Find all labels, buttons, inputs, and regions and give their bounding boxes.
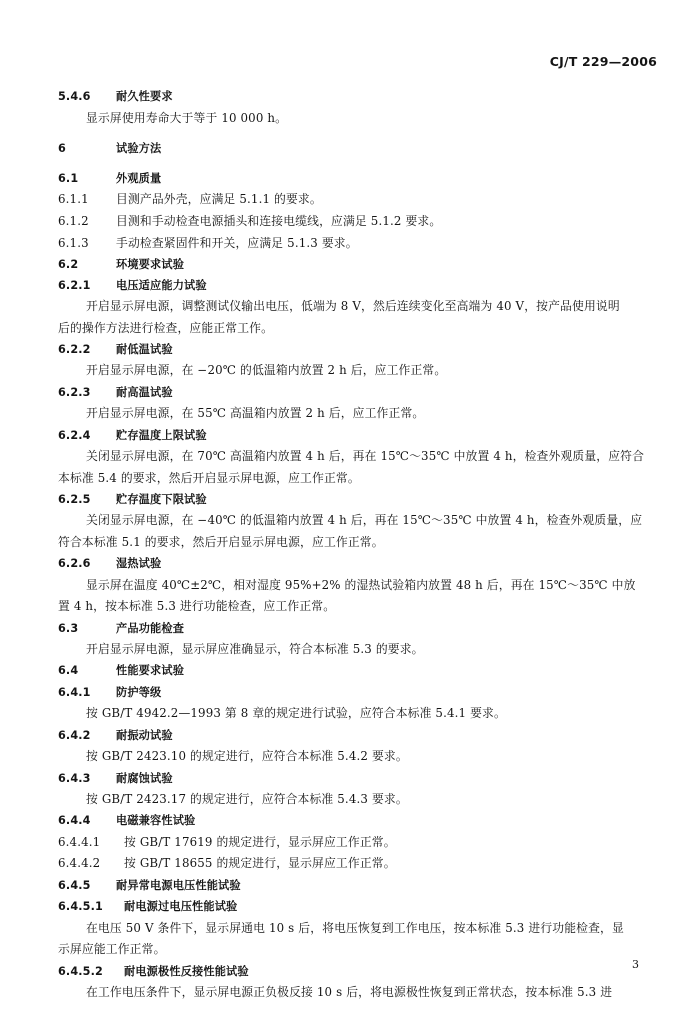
clause-heading: 耐久性要求 (116, 90, 173, 103)
section-heading (58, 427, 207, 444)
clause-number: 6.2 (58, 258, 79, 271)
clause-number: 6.1.2 (58, 214, 89, 228)
clause-number: 6.2.4 (58, 429, 91, 442)
section-heading (58, 384, 173, 401)
section-heading (58, 812, 195, 829)
text-line (86, 920, 624, 936)
section-heading (58, 662, 184, 679)
section-heading (58, 555, 161, 572)
section-heading (58, 684, 161, 701)
clause-number: 6.4 (58, 664, 79, 677)
standard-code: CJ/T 229—2006 (549, 54, 657, 69)
clause-number: 6.1.3 (58, 236, 89, 250)
clause-number: 6.4.5 (58, 879, 91, 892)
clause-heading: 耐腐蚀试验 (116, 772, 173, 785)
clause-number: 6.2.6 (58, 557, 91, 570)
text-line (86, 512, 642, 528)
page-number: 3 (632, 958, 639, 971)
clause-heading: 耐电源极性反接性能试验 (124, 965, 249, 978)
text-line (58, 598, 335, 614)
text-line (86, 298, 620, 314)
text-line (86, 984, 612, 1000)
paragraph-text: 示屏应能工作正常。 (58, 942, 166, 956)
clause-number: 6.4.5.2 (58, 965, 103, 978)
paragraph-text: 显示屏在温度 40℃±2℃，相对湿度 95%+2% 的湿热试验箱内放置 48 h 后，再在 15℃～35℃ 中放 (86, 578, 636, 592)
section-heading (58, 491, 207, 508)
clause-number: 6.3 (58, 622, 79, 635)
clause-number: 6.4.4 (58, 814, 91, 827)
paragraph-text: 在电压 50 V 条件下，显示屏通电 10 s 后，将电压恢复到工作电压，按本标准 5.3 进行功能检查，显 (86, 921, 624, 935)
clause-heading: 耐电源过电压性能试验 (124, 900, 238, 913)
paragraph-text: 按 GB/T 2423.10 的规定进行，应符合本标准 5.4.2 要求。 (86, 749, 408, 763)
paragraph-text: 开启显示屏电源，在 −20℃ 的低温箱内放置 2 h 后，应工作正常。 (86, 363, 447, 377)
section-heading (58, 277, 207, 294)
clause-heading: 耐低温试验 (116, 343, 173, 356)
paragraph-text: 开启显示屏电源，显示屏应准确显示，符合本标准 5.3 的要求。 (86, 642, 424, 656)
paragraph-text: 手动检查紧固件和开关，应满足 5.1.3 要求。 (116, 236, 358, 250)
text-line (86, 362, 446, 378)
section-heading (58, 88, 173, 105)
text-line (86, 748, 408, 764)
clause-heading: 环境要求试验 (116, 258, 185, 271)
clause-heading: 贮存温度下限试验 (116, 493, 207, 506)
clause-number: 6.4.4.1 (58, 835, 101, 849)
section-heading (58, 341, 173, 358)
text-line (86, 577, 636, 593)
paragraph-text: 按 GB/T 18655 的规定进行，显示屏应工作正常。 (124, 856, 396, 870)
text-line (58, 855, 396, 871)
clause-number: 6.4.4.2 (58, 856, 101, 870)
section-heading (58, 963, 249, 980)
clause-number: 6.2.3 (58, 386, 91, 399)
paragraph-text: 关闭显示屏电源，在 70℃ 高温箱内放置 4 h 后，再在 15℃～35℃ 中放置 4 h，检查外观质量，应符合 (86, 449, 645, 463)
paragraph-text: 本标准 5.4 的要求，然后开启显示屏电源，应工作正常。 (58, 471, 360, 485)
clause-number: 6.1.1 (58, 192, 89, 206)
text-line (58, 534, 384, 550)
text-line (86, 405, 424, 421)
paragraph-text: 目测和手动检查电源插头和连接电缆线，应满足 5.1.2 要求。 (116, 214, 442, 228)
clause-heading: 湿热试验 (116, 557, 162, 570)
clause-number: 6.4.3 (58, 772, 91, 785)
section-heading (58, 140, 161, 157)
paragraph-text: 开启显示屏电源，在 55℃ 高温箱内放置 2 h 后，应工作正常。 (86, 406, 425, 420)
clause-number: 6.2.2 (58, 343, 91, 356)
clause-heading: 性能要求试验 (116, 664, 185, 677)
section-heading (58, 170, 161, 187)
paragraph-text: 置 4 h，按本标准 5.3 进行功能检查，应工作正常。 (58, 599, 336, 613)
paragraph-text: 关闭显示屏电源，在 −40℃ 的低温箱内放置 4 h 后，再在 15℃～35℃ 中放置 4 h，检查外观质量，应 (86, 513, 643, 527)
text-line (58, 191, 322, 207)
text-line (86, 110, 287, 126)
clause-number: 6.1 (58, 172, 79, 185)
clause-number: 6.2.1 (58, 279, 91, 292)
text-line (58, 235, 358, 251)
clause-heading: 外观质量 (116, 172, 162, 185)
clause-number: 6.4.2 (58, 729, 91, 742)
clause-heading: 贮存温度上限试验 (116, 429, 207, 442)
clause-heading: 耐高温试验 (116, 386, 173, 399)
clause-heading: 耐异常电源电压性能试验 (116, 879, 241, 892)
section-heading (58, 727, 173, 744)
paragraph-text: 在工作电压条件下，显示屏电源正负极反接 10 s 后，将电源极性恢复到正常状态，按本标准 5.3 进 (86, 985, 613, 999)
text-line (86, 641, 424, 657)
paragraph-text: 按 GB/T 2423.17 的规定进行，应符合本标准 5.4.3 要求。 (86, 792, 408, 806)
text-line (58, 834, 396, 850)
clause-heading: 产品功能检查 (116, 622, 185, 635)
text-line (86, 448, 644, 464)
paragraph-text: 按 GB/T 4942.2—1993 第 8 章的规定进行试验，应符合本标准 5.4.1 要求。 (86, 706, 506, 720)
clause-heading: 试验方法 (116, 142, 162, 155)
paragraph-text: 按 GB/T 17619 的规定进行，显示屏应工作正常。 (124, 835, 396, 849)
clause-number: 5.4.6 (58, 90, 91, 103)
paragraph-text: 符合本标准 5.1 的要求，然后开启显示屏电源，应工作正常。 (58, 535, 384, 549)
paragraph-text: 目测产品外壳，应满足 5.1.1 的要求。 (116, 192, 322, 206)
clause-heading: 防护等级 (116, 686, 162, 699)
clause-number: 6 (58, 142, 66, 155)
text-line (58, 941, 166, 957)
text-line (86, 791, 408, 807)
paragraph-text: 显示屏使用寿命大于等于 10 000 h。 (86, 111, 288, 125)
section-heading (58, 256, 184, 273)
paragraph-text: 开启显示屏电源，调整测试仪输出电压，低端为 8 V，然后连续变化至高端为 40 V，按产品使用说明 (86, 299, 620, 313)
text-line (58, 470, 360, 486)
text-line (58, 320, 273, 336)
clause-number: 6.4.1 (58, 686, 91, 699)
text-line (86, 705, 506, 721)
clause-number: 6.4.5.1 (58, 900, 103, 913)
paragraph-text: 后的操作方法进行检查，应能正常工作。 (58, 321, 274, 335)
section-heading (58, 898, 237, 915)
clause-heading: 耐振动试验 (116, 729, 173, 742)
text-line (58, 213, 441, 229)
section-heading (58, 770, 173, 787)
section-heading (58, 877, 241, 894)
clause-heading: 电磁兼容性试验 (116, 814, 196, 827)
section-heading (58, 620, 184, 637)
clause-heading: 电压适应能力试验 (116, 279, 207, 292)
clause-number: 6.2.5 (58, 493, 91, 506)
